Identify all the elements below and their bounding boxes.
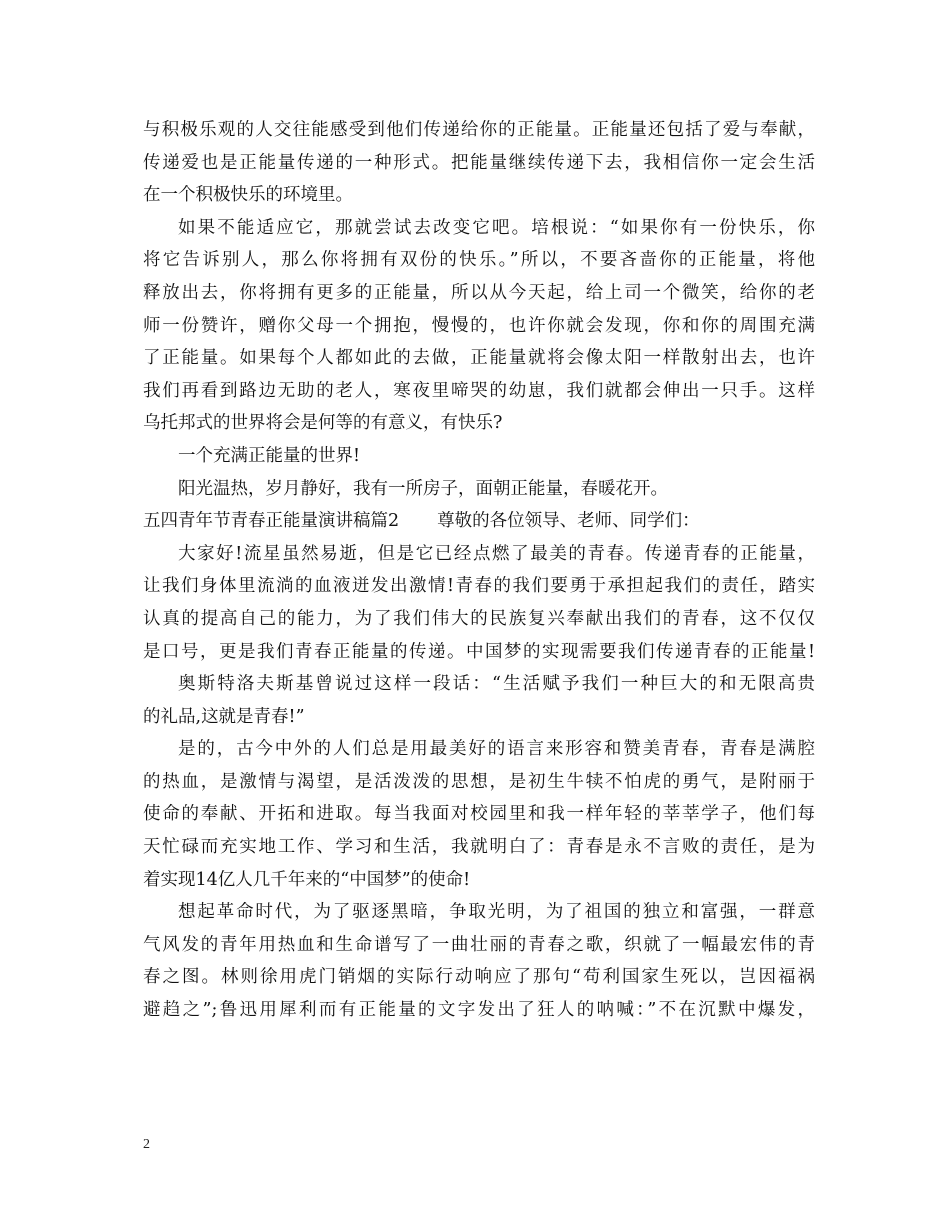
text-line: 师一份赞许，赠你父母一个拥抱，慢慢的，也许你就会发现，你和你的周围充满 <box>143 315 815 336</box>
text-line: 释放出去，你将拥有更多的正能量，所以从今天起，给上司一个微笑，给你的老 <box>143 282 815 303</box>
text-line: 了正能量。如果每个人都如此的去做，正能量就将会像太阳一样散射出去，也许 <box>143 348 815 369</box>
text-line: 天忙碌而充实地工作、学习和生活，我就明白了：青春是永不言败的责任，是为 <box>143 837 815 858</box>
page-number: 2 <box>143 1137 150 1152</box>
text-line: 将它告诉别人，那么你将拥有双份的快乐。”所以，不要吝啬你的正能量，将他 <box>143 250 815 271</box>
text-line: 春之图。林则徐用虎门销烟的实际行动响应了那句“苟利国家生死以，岂因福祸 <box>143 967 815 988</box>
text-line: 在一个积极快乐的环境里。 <box>143 185 353 206</box>
text-line: 我们再看到路边无助的老人，寒夜里啼哭的幼崽，我们就都会伸出一只手。这样 <box>143 380 815 401</box>
text-line: 与积极乐观的人交往能感受到他们传递给你的正能量。正能量还包括了爱与奉献， <box>143 120 815 140</box>
text-line: 的热血，是激情与渴望，是活泼泼的思想，是初生牛犊不怕虎的勇气，是附丽于 <box>143 771 815 792</box>
text-line: 传递爱也是正能量传递的一种形式。把能量继续传递下去，我相信你一定会生活 <box>143 152 815 173</box>
document-body <box>143 114 815 1027</box>
paragraph-first-line: 阳光温热，岁月静好，我有一所房子，面朝正能量，春暖花开。 <box>178 478 668 499</box>
text-line: 避趋之”;鲁迅用犀利而有正能量的文字发出了狂人的呐喊：”不在沉默中爆发， <box>143 1000 815 1021</box>
paragraph-first-line: 大家好!流星虽然易逝，但是它已经点燃了最美的青春。传递青春的正能量， <box>178 543 815 564</box>
text-line: 乌托邦式的世界将会是何等的有意义，有快乐? <box>143 413 503 434</box>
text-line: 让我们身体里流淌的血液迸发出激情!青春的我们要勇于承担起我们的责任，踏实 <box>143 576 815 597</box>
paragraph-first-line: 想起革命时代，为了驱逐黑暗，争取光明，为了祖国的独立和富强，一群意 <box>178 902 815 923</box>
text-line: 认真的提高自己的能力，为了我们伟大的民族复兴奉献出我们的青春，这不仅仅 <box>143 608 815 629</box>
text-line: 着实现14亿人几千年来的“中国梦”的使命! <box>143 869 471 890</box>
text-line: 是口号，更是我们青春正能量的传递。中国梦的实现需要我们传递青春的正能量! <box>143 641 815 662</box>
text-line: 气风发的青年用热血和生命谱写了一曲壮丽的青春之歌，织就了一幅最宏伟的青 <box>143 934 815 955</box>
text-line: 使命的奉献、开拓和进取。每当我面对校园里和我一样年轻的莘莘学子，他们每 <box>143 804 815 825</box>
paragraph-first-line: 是的，古今中外的人们总是用最美好的语言来形容和赞美青春，青春是满腔 <box>178 739 815 760</box>
text-line: 的礼品,这就是青春!” <box>143 706 305 727</box>
section-heading: 五四青年节青春正能量演讲稿篇2 <box>143 511 400 532</box>
paragraph-first-line: 奥斯特洛夫斯基曾说过这样一段话：“生活赋予我们一种巨大的和无限高贵 <box>178 674 815 695</box>
section-heading-line <box>143 505 815 538</box>
paragraph-first-line: 如果不能适应它，那就尝试去改变它吧。培根说：“如果你有一份快乐，你 <box>178 217 815 238</box>
salutation: 尊敬的各位领导、老师、同学们： <box>437 511 700 532</box>
paragraph-first-line: 一个充满正能量的世界! <box>178 445 361 466</box>
